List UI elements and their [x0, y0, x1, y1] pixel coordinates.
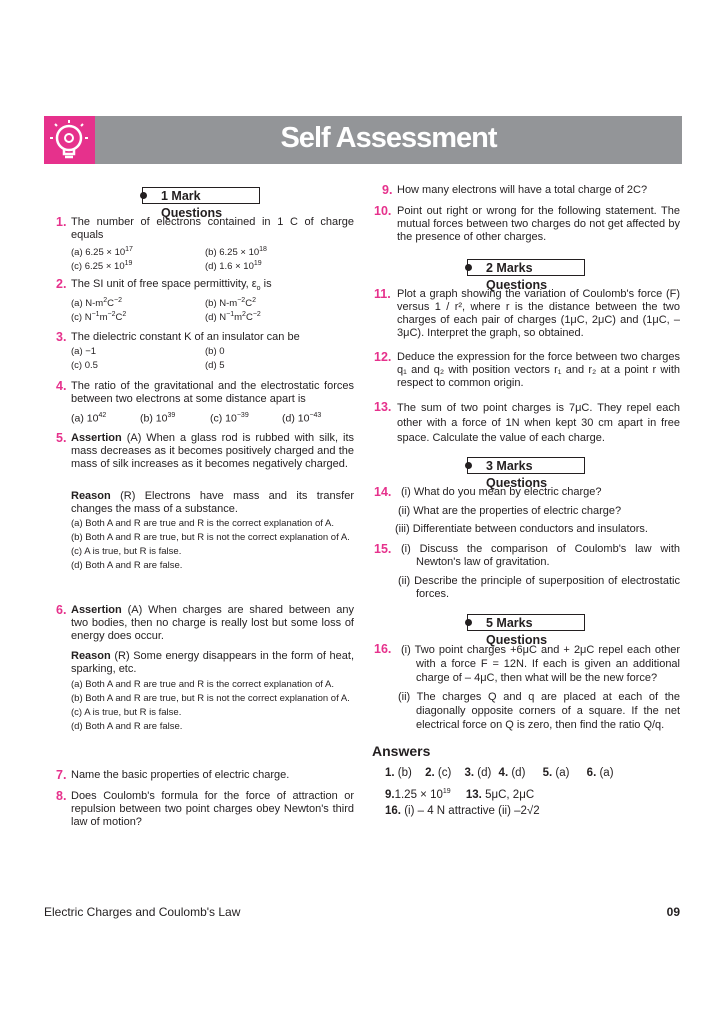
option-d: (d) Both A and R are false. [71, 721, 183, 732]
question-number: 12. [374, 350, 392, 364]
question-number: 14. [374, 485, 392, 499]
answers-row-1 [385, 766, 614, 780]
question-number: 10. [374, 204, 392, 218]
question-8-text: Does Coulomb's formula for the force of attraction or repulsion between two point charges obey Newton's third law of motion? [71, 790, 354, 828]
question-9-text: How many electrons will have a total charge of 2C? [397, 184, 648, 196]
answers-row-2: $9.1.25 \times 10^{19}$ 13. 5μC, 2μC [385, 788, 535, 801]
question-6-assertion: Assertion (A) When charges are shared between any two bodies, then no charge is really lost but some loss of energy does occur. [71, 604, 354, 642]
question-number: 16. [374, 642, 392, 656]
answer-item: 3. (d) [464, 767, 492, 779]
question-4-text: The ratio of the gravitational and the electrostatic forces between two electrons at some distance apart is [71, 380, 354, 405]
answers-heading: Answers [372, 743, 431, 759]
bullet-icon [465, 264, 472, 271]
question-6-options [71, 679, 354, 733]
option-a: (a) Both A and R are true and R is the correct explanation of A. [71, 679, 334, 690]
answer-item: 1. (b) [385, 767, 412, 779]
question-6-reason: Reason (R) Some energy disappears in the form of heat, sparking, etc. [71, 650, 354, 675]
page-title: Self Assessment [280, 122, 497, 154]
question-10-text: Point out right or wrong for the following statement. The mutual forces between two charges do not get affected by the presence of other charges. [397, 205, 680, 243]
option-b: (b) $6.25 \times 10^{18}$ [205, 246, 267, 259]
option-d: (d) 5 [205, 360, 225, 371]
option-a: (a) $6.25 \times 10^{17}$ [71, 246, 133, 259]
question-15-part-ii: (ii) Describe the principle of superposition of electrostatic forces. [398, 575, 680, 600]
answer-item: 2. (c) [425, 767, 452, 779]
question-5-assertion: Assertion (A) When a glass rod is rubbed with silk, its mass decreases as it becomes positively charged and the mass of silk increases as it becomes negatively charged. [71, 432, 354, 470]
answer-item: 4. (d) [498, 767, 526, 779]
section-3-marks: 3 Marks Questions [467, 457, 585, 474]
bullet-icon [465, 462, 472, 469]
question-15-part-i: (i) Discuss the comparison of Coulomb's law with Newton's law of gravitation. [401, 543, 680, 568]
option-b: (b) Both A and R are true, but R is not the correct explanation of A. [71, 532, 350, 543]
question-16-part-i: (i) Two point charges +6μC and + 2μC repel each other with a force F = 12N. If each is given an additional charge of – 4μC, then what will be the new force? [401, 644, 680, 684]
option-c: (c) A is true, but R is false. [71, 707, 182, 718]
page-number: 09 [666, 905, 680, 919]
option-d: (d) $1.6 \times 10^{19}$ [205, 260, 262, 273]
option-a: (a) −1 [71, 346, 97, 357]
header-icon-box [44, 116, 95, 164]
question-16-part-ii: (ii) The charges Q and q are placed at each of the diagonally opposite corners of a square. If the net electrical force on Q is zero, then find the ratio Q/q. [398, 691, 680, 731]
question-number: 3. [56, 330, 67, 344]
question-2-text: The SI unit of free space permittivity, $\varepsilon_o$ is [71, 278, 272, 293]
option-c: (c) A is true, but R is false. [71, 546, 182, 557]
question-3-text: The dielectric constant K of an insulator can be [71, 331, 300, 343]
question-13-text: The sum of two point charges is 7μC. They repel each other with a force of 1N when kept 30 cm apart in free space. Calculate the value of each charge. [397, 402, 680, 444]
question-number: 2. [56, 277, 67, 291]
bullet-icon [465, 619, 472, 626]
question-11-text: Plot a graph showing the variation of Coulomb's force (F) versus 1 / r², where r is the distance between the two charges of each pair of charges (1μC, 2μC) and (1μC, – 3μC). Interpret the graph, so obtained. [397, 288, 680, 339]
option-b: (b) 0 [205, 346, 225, 357]
question-5-options [71, 518, 354, 572]
option-d: (d) $N^{-1}m^2C^{-2}$ [205, 311, 261, 324]
option-d: (d) Both A and R are false. [71, 560, 183, 571]
question-14-part-ii: (ii) What are the properties of electric charge? [398, 505, 622, 517]
section-2-marks: 2 Marks Questions [467, 259, 585, 276]
option-d: (d) $10^{-43}$ [282, 412, 322, 425]
question-number: 6. [56, 603, 67, 617]
option-b: (b) $10^{39}$ [140, 412, 176, 425]
answers-row-3: 16. (i) – 4 N attractive (ii) –2√2 [385, 805, 540, 817]
question-number: 7. [56, 768, 67, 782]
section-1-mark: 1 Mark Questions [142, 187, 260, 204]
answer-item: 6. (a) [586, 767, 614, 779]
option-b: (b) $N-m^{-2}C^2$ [205, 297, 256, 310]
option-a: (a) Both A and R are true and R is the correct explanation of A. [71, 518, 334, 529]
question-14-part-i: (i) What do you mean by electric charge? [401, 486, 602, 498]
bullet-icon [140, 192, 147, 199]
question-number: 13. [374, 400, 392, 414]
option-c: (c) $6.25 \times 10^{19}$ [71, 260, 133, 273]
question-number: 11. [374, 287, 391, 301]
option-a: (a) $10^{42}$ [71, 412, 107, 425]
option-b: (b) Both A and R are true, but R is not the correct explanation of A. [71, 693, 350, 704]
footer-chapter-title: Electric Charges and Coulomb's Law [44, 905, 241, 919]
option-a: (a) $N-m^2C^{-2}$ [71, 297, 122, 310]
option-c: (c) 0.5 [71, 360, 98, 371]
question-number: 4. [56, 379, 67, 393]
question-number: 5. [56, 431, 67, 445]
question-7-text: Name the basic properties of electric charge. [71, 769, 290, 781]
question-number: 15. [374, 542, 392, 556]
lightbulb-gear-icon [44, 116, 95, 164]
question-14-part-iii: (iii) Differentiate between conductors and insulators. [395, 523, 648, 535]
page-header [44, 116, 682, 164]
question-1-text: The number of electrons contained in 1 C of charge equals [71, 216, 354, 241]
option-c: (c) $N^{-1}m^{-2}C^2$ [71, 311, 127, 324]
question-5-reason: Reason (R) Electrons have mass and its transfer changes the mass of a substance. [71, 490, 354, 515]
question-number: 8. [56, 789, 67, 803]
answer-item: 5. (a) [542, 767, 570, 779]
question-12-text: Deduce the expression for the force between two charges q₁ and q₂ with position vectors r₁ and r₂ at a point r with respect to common origin. [397, 351, 680, 389]
option-c: (c) $10^{-39}$ [210, 412, 249, 425]
question-number: 1. [56, 215, 67, 229]
section-5-marks: 5 Marks Questions [467, 614, 585, 631]
question-number: 9. [382, 183, 393, 197]
